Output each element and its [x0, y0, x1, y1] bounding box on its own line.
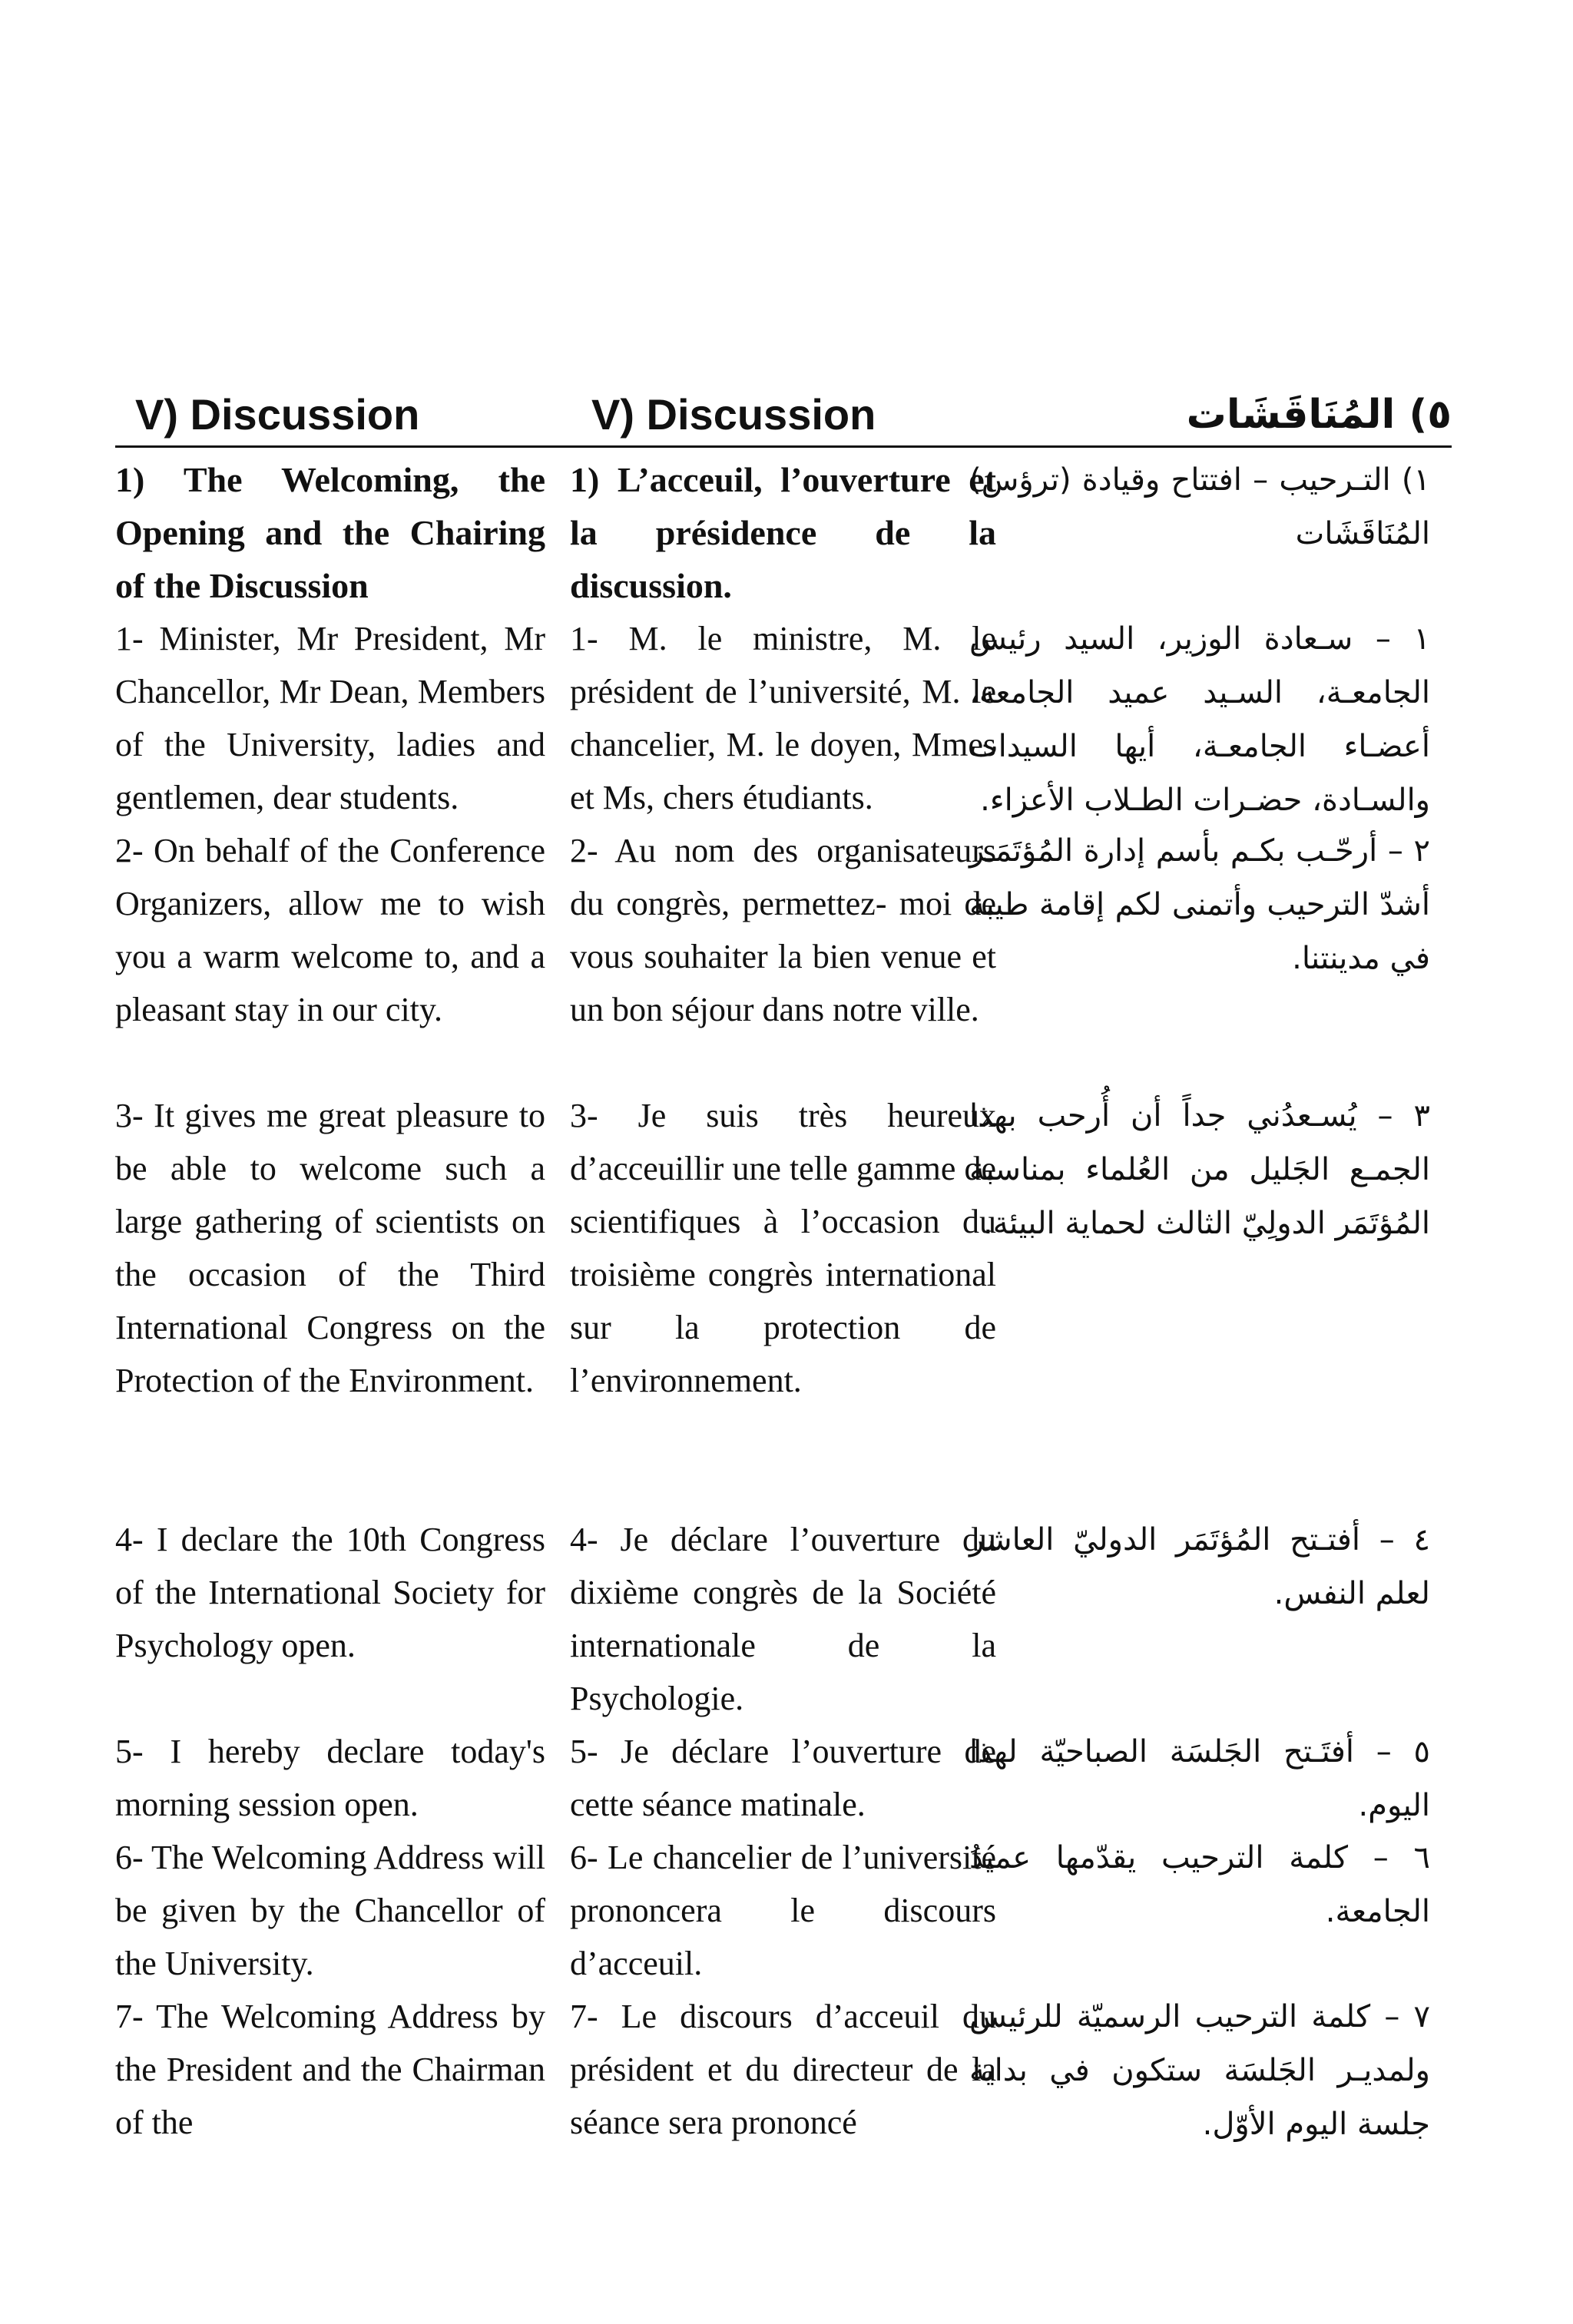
heading-arabic: ٥) المُنَاقَشَات [1186, 392, 1452, 438]
english-item-3: 3- It gives me great pleasure to be able to welcome such a large gathering of scientists on the occasion of the Third International Congress on the Protection of the Environment. [115, 1097, 545, 1399]
english-column [115, 453, 545, 2149]
arabic-column [969, 453, 1430, 2151]
heading-french: V) Discussion [591, 390, 876, 439]
arabic-subheading: ١) التـرحيب – افتتاح وقيادة (ترؤس) المُنَاقَشَات [969, 462, 1430, 551]
french-item-1: 1- M. le ministre, M. le président de l’université, M. le chancelier, M. le doyen, Mmes et Ms, chers étudiants. [570, 620, 996, 816]
english-item-4: 4- I declare the 10th Congress of the International Society for Psychology open. [115, 1521, 545, 1664]
french-item-5: 5- Je déclare l’ouverture de cette séance matinale. [570, 1733, 996, 1823]
english-item-5: 5- I hereby declare today's morning session open. [115, 1733, 545, 1823]
english-item-6: 6- The Welcoming Address will be given by the Chancellor of the University. [115, 1839, 545, 1982]
french-item-7: 7- Le discours d’acceuil du président et du directeur de la séance sera prononcé [570, 1998, 996, 2141]
arabic-item-1: ١ – سـعادة الوزير، السيد رئيس الجامعـة، السـيد عميد الجامعة، أعضـاء الجامعـة، أيها السيدات والسـادة، حضـرات الطـلاب الأعزاء. [969, 621, 1430, 818]
arabic-item-6: ٦ – كلمة الترحيب يقدّمها عميدُ الجامعة. [969, 1840, 1430, 1929]
english-subheading: 1) The Welcoming, the Opening and the Chairing of the Discussion [115, 460, 545, 605]
french-column [570, 453, 996, 2149]
heading-english: V) Discussion [135, 390, 420, 439]
arabic-item-4: ٤ – أفتـتح المُؤتَمَر الدوليّ العاشر لعلم النفس. [969, 1522, 1430, 1611]
english-item-2: 2- On behalf of the Conference Organizers, allow me to wish you a warm welcome to, and a pleasant stay in our city. [115, 832, 545, 1028]
english-item-7: 7- The Welcoming Address by the President and the Chairman of the [115, 1998, 545, 2141]
french-item-3: 3- Je suis très heureux d’acceuillir une telle gamme de scientifiques à l’occasion du troisième congrès international sur la protection de l’environnement. [570, 1097, 996, 1399]
english-item-1: 1- Minister, Mr President, Mr Chancellor, Mr Dean, Members of the University, ladies and gentlemen, dear students. [115, 620, 545, 816]
arabic-item-2: ٢ – أرحّـب بكـم بأسم إدارة المُؤتَمَـر أشدّ الترحيب وأتمنى لكم إقامة طيبة في مدينتنا. [969, 833, 1430, 976]
french-item-2: 2- Au nom des organisateurs du congrès, permettez- moi de vous souhaiter la bien venue et un bon séjour dans notre ville. [570, 832, 996, 1028]
french-item-6: 6- Le chancelier de l’université prononcera le discours d’acceuil. [570, 1839, 996, 1982]
arabic-item-3: ٣ – يُسـعدُني جداً أن أُرحب بهذا الجمـع الجَليل من العُلماء بمناسبة المُؤتَمَر الدولِيّ الثالث لحماية البيئة. [969, 1098, 1430, 1241]
section-heading-row [115, 388, 1452, 449]
french-subheading: 1) L’acceuil, l’ouverture et la présidence de la discussion. [570, 460, 996, 605]
arabic-item-7: ٧ – كلمة الترحيب الرسميّة للرئيس ولمديـر الجَلسَة ستكون في بداية جلسة اليوم الأوّل. [969, 1999, 1430, 2142]
heading-divider [115, 445, 1452, 448]
arabic-item-5: ٥ – أفتَـتح الجَلسَة الصباحيّة لهذا اليوم. [969, 1734, 1430, 1823]
french-item-4: 4- Je déclare l’ouverture du dixième congrès de la Société internationale de la Psychologie. [570, 1521, 996, 1717]
